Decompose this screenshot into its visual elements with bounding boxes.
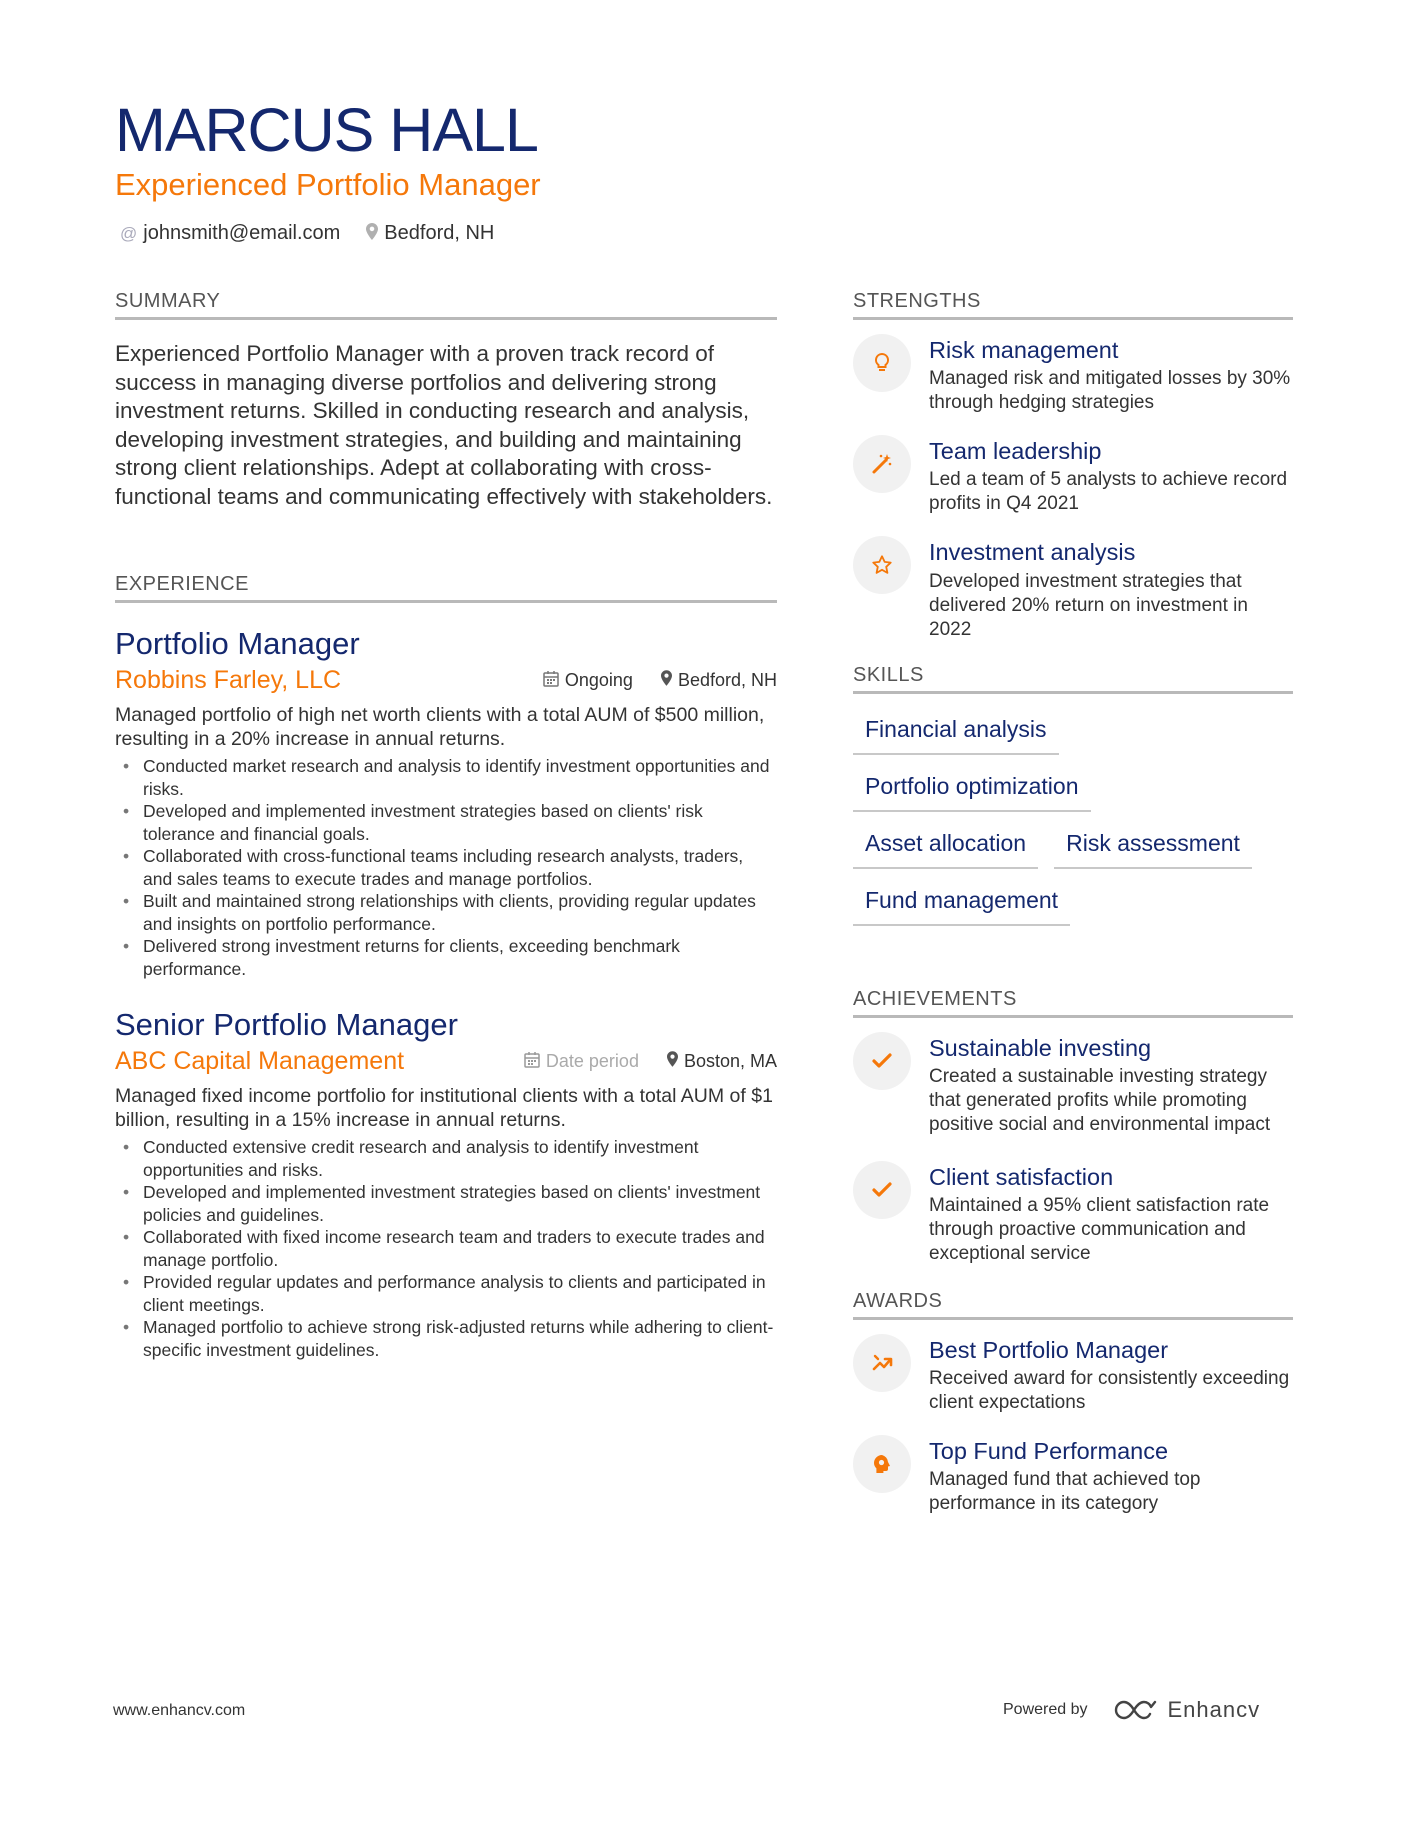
candidate-name: MARCUS HALL [115, 96, 538, 164]
lightbulb-icon [853, 334, 911, 392]
contact-info [120, 222, 520, 245]
job-bullet: • Provided regular updates and performance analysis to clients and participated in client meetings. [115, 1271, 777, 1316]
strength-text: Managed risk and mitigated losses by 30% through hedging strategies [929, 368, 1291, 414]
job-bullet: • Collaborated with cross-functional teams including research analysts, traders, and sales teams to execute trades and manage portfolios. [115, 845, 777, 890]
awards-list [853, 1336, 1293, 1516]
skills-section [853, 664, 1293, 938]
job-date [524, 1051, 639, 1073]
strength-text: Developed investment strategies that delivered 20% return on investment in 2022 [929, 570, 1248, 640]
star-icon [853, 536, 911, 594]
brand-name: Enhancv [1167, 1697, 1261, 1722]
skill-tag: Risk assessment [1054, 824, 1252, 869]
footer-url[interactable]: www.enhancv.com [113, 1702, 246, 1719]
award-title: Best Portfolio Manager [929, 1336, 1169, 1363]
achievement-title: Client satisfaction [929, 1163, 1114, 1190]
summary-heading: SUMMARY [115, 290, 777, 320]
skill-tag: Asset allocation [853, 824, 1038, 869]
award-title: Top Fund Performance [929, 1438, 1169, 1465]
strength-text: Led a team of 5 analysts to achieve record profits in Q4 2021 [929, 469, 1288, 515]
job-bullet: • Delivered strong investment returns for clients, exceeding benchmark performance. [115, 935, 777, 980]
job-entry [115, 1006, 777, 1361]
checkmark-icon [853, 1161, 911, 1219]
job-location [661, 670, 777, 691]
strengths-list [853, 336, 1293, 642]
at-sign-icon: @ [120, 223, 138, 243]
strengths-heading: STRENGTHS [853, 290, 1293, 320]
award-text: Managed fund that achieved top performance in its category [929, 1469, 1201, 1515]
award-item [853, 1336, 1293, 1415]
job-meta [515, 670, 777, 692]
powered-by [1003, 1697, 1260, 1723]
candidate-title: Experienced Portfolio Manager [115, 167, 541, 202]
job-bullet: • Conducted extensive credit research and analysis to identify investment opportunities and risks. [115, 1136, 777, 1181]
job-description: Managed portfolio of high net worth clients with a total AUM of $500 million, resulting in a 20% increase in annual returns. [115, 704, 765, 751]
skills-list [853, 710, 1293, 938]
location-pin-icon [661, 670, 672, 691]
strength-title: Investment analysis [929, 539, 1136, 566]
magic-wand-icon [853, 435, 911, 493]
achievement-text: Maintained a 95% client satisfaction rate through proactive communication and exceptional service [929, 1194, 1270, 1264]
achievement-item [853, 1163, 1293, 1266]
calendar-icon [543, 670, 559, 692]
email-text: johnsmith@email.com [143, 222, 341, 244]
job-bullet: • Conducted market research and analysis to identify investment opportunities and risks. [115, 755, 777, 800]
job-bullets [115, 755, 777, 980]
contact-location [366, 222, 494, 245]
job-bullet: • Managed portfolio to achieve strong risk-adjusted returns while adhering to client-specific investment guidelines. [115, 1316, 777, 1361]
contact-email[interactable] [120, 222, 340, 245]
achievements-section [853, 988, 1293, 1266]
award-item [853, 1437, 1293, 1516]
job-date-text: Date period [545, 1051, 639, 1072]
job-title: Senior Portfolio Manager [115, 1007, 458, 1043]
powered-by-label: Powered by [1003, 1701, 1088, 1718]
job-meta-row [115, 1047, 777, 1076]
job-bullet: • Built and maintained strong relationships with clients, providing regular updates and insights on portfolio performance. [115, 890, 777, 935]
job-title: Portfolio Manager [115, 626, 360, 661]
skill-tag: Financial analysis [853, 710, 1059, 755]
growth-arrow-icon [853, 1334, 911, 1392]
calendar-icon [524, 1051, 540, 1073]
achievements-heading: ACHIEVEMENTS [853, 988, 1293, 1018]
job-entry [115, 625, 777, 980]
strength-title: Team leadership [929, 438, 1102, 465]
awards-section [853, 1290, 1293, 1516]
strength-item [853, 336, 1293, 415]
job-meta-row [115, 666, 777, 695]
achievement-title: Sustainable investing [929, 1034, 1152, 1061]
achievements-list [853, 1034, 1293, 1266]
company-name: ABC Capital Management [115, 1047, 405, 1076]
strength-item [853, 538, 1293, 641]
location-pin-icon [667, 1051, 678, 1072]
experience-heading: EXPERIENCE [115, 573, 777, 603]
job-bullets [115, 1136, 777, 1361]
job-bullet: • Collaborated with fixed income research team and traders to execute trades and manage portfolio. [115, 1226, 777, 1271]
strength-item [853, 437, 1293, 516]
location-text: Bedford, NH [384, 222, 495, 244]
job-location-text: Bedford, NH [677, 670, 777, 691]
job-date [543, 670, 633, 692]
job-meta [496, 1051, 777, 1073]
brand-logo[interactable] [1114, 1697, 1261, 1723]
location-pin-icon [366, 223, 378, 245]
skill-tag: Portfolio optimization [853, 767, 1091, 812]
job-bullet: • Developed and implemented investment strategies based on clients' investment policies and guidelines. [115, 1181, 777, 1226]
award-text: Received award for consistently exceeding client expectations [929, 1368, 1290, 1414]
strengths-section [853, 290, 1293, 642]
job-location-text: Boston, MA [683, 1051, 777, 1072]
left-column [115, 290, 777, 1361]
summary-text: Experienced Portfolio Manager with a proven track record of success in managing diverse portfolios and delivering strong investment returns. Skilled in conducting research and analysis, developing investment strategies, and building and maintaining strong client relationships. Adept at collaborating with cross-functional teams and communicating effectively with stakeholders. [115, 341, 773, 509]
job-date-text: Ongoing [564, 670, 633, 691]
awards-heading: AWARDS [853, 1290, 1293, 1320]
enhancv-logo-icon [1114, 1697, 1160, 1723]
skills-heading: SKILLS [853, 664, 1293, 694]
checkmark-icon [853, 1032, 911, 1090]
job-bullet: • Developed and implemented investment strategies based on clients' risk tolerance and financial goals. [115, 800, 777, 845]
achievement-item [853, 1034, 1293, 1137]
achievement-text: Created a sustainable investing strategy that generated profits while promoting positive social and environmental impact [929, 1065, 1271, 1135]
strength-title: Risk management [929, 337, 1119, 363]
skill-tag: Fund management [853, 881, 1070, 926]
summary-section [115, 290, 777, 511]
job-description: Managed fixed income portfolio for institutional clients with a total AUM of $1 billion, resulting in a 15% increase in annual returns. [115, 1085, 773, 1132]
job-location [667, 1051, 777, 1072]
right-column [853, 290, 1293, 1538]
brain-head-icon [853, 1435, 911, 1493]
experience-section [115, 573, 777, 1361]
company-name: Robbins Farley, LLC [115, 666, 342, 695]
